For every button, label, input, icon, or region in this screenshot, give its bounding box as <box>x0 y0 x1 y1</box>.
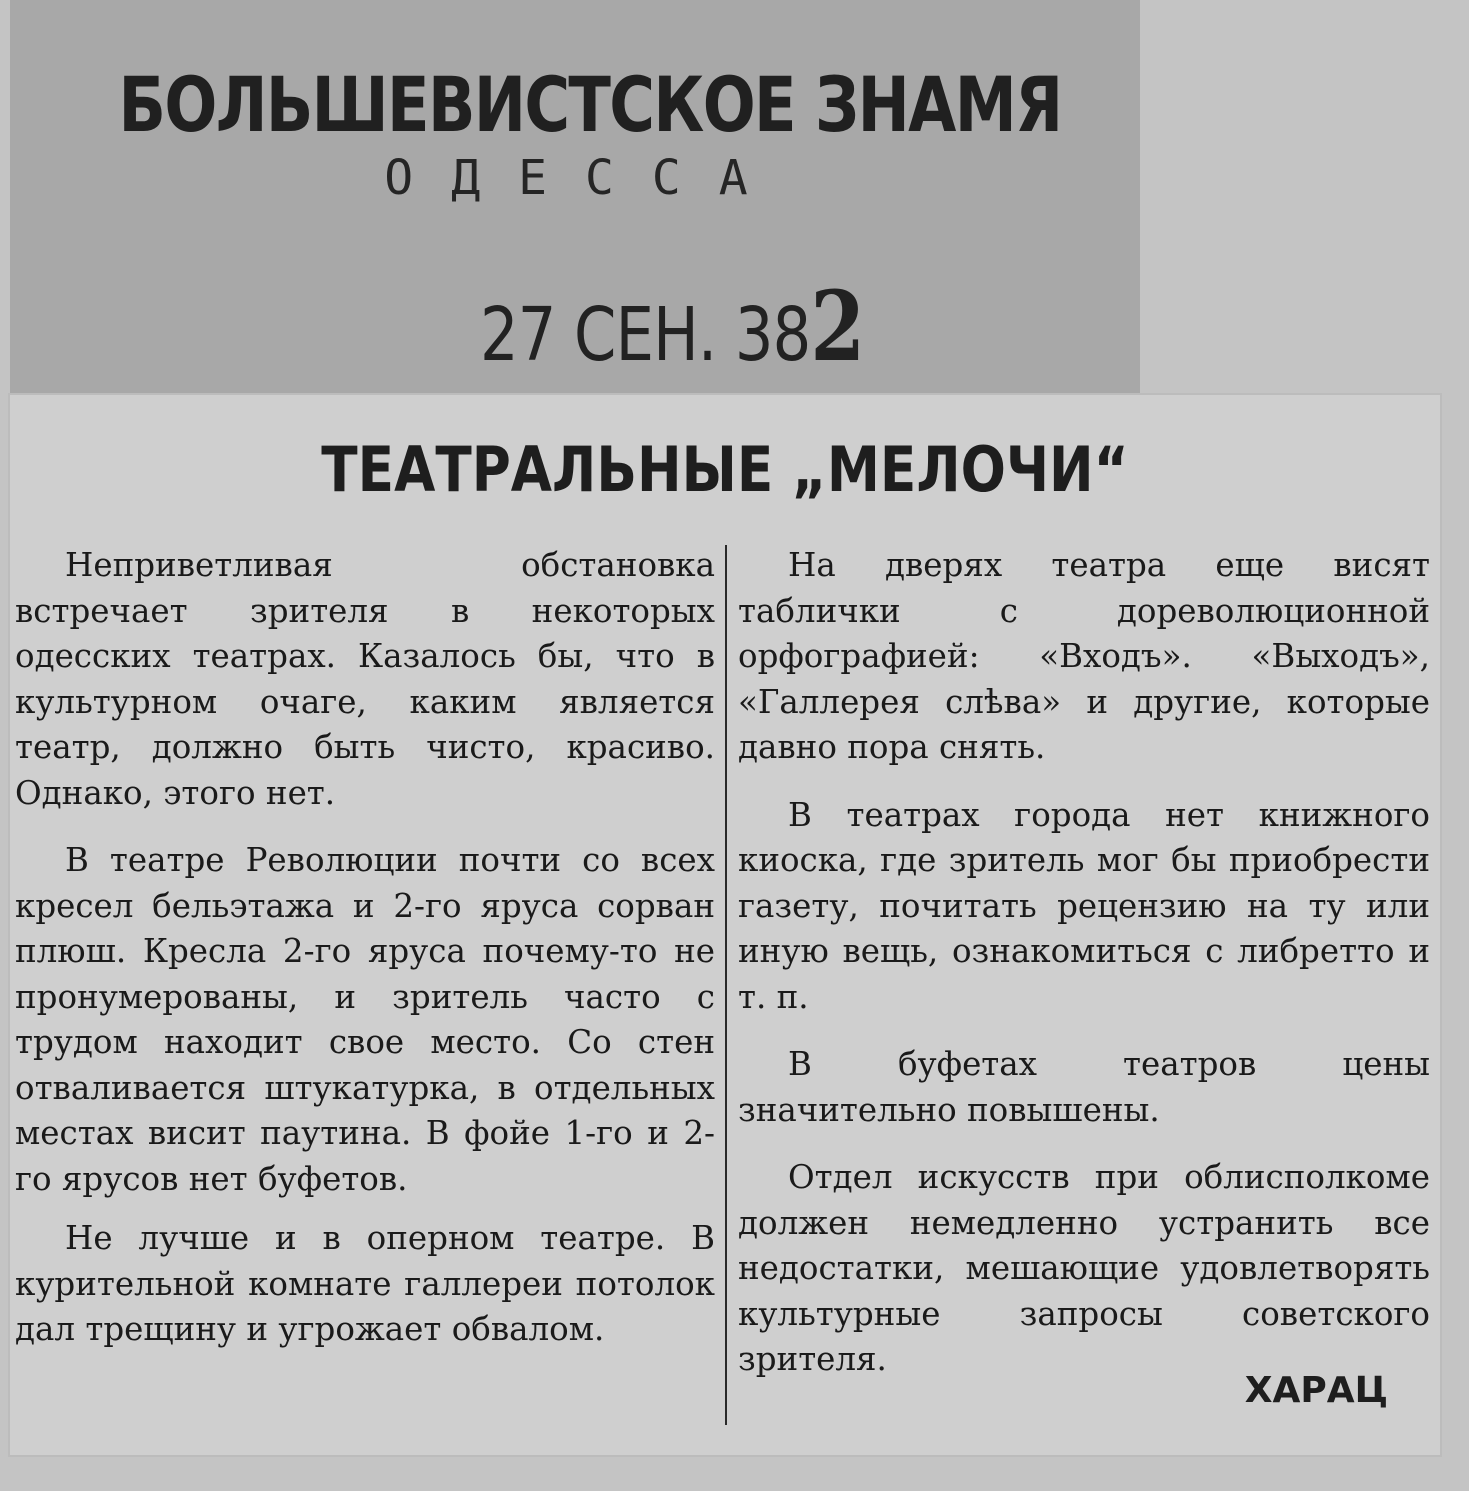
right-column <box>738 543 1430 1383</box>
paragraph: Отдел искусств при облисполкоме должен немедленно устранить все недостатки, мешающие удовлетворять культурные запросы советского зрителя. <box>738 1158 1430 1378</box>
paragraph: Не лучше и в оперном театре. В курительной комнате галлереи потолок дал трещину и угрожает обвалом. <box>15 1219 715 1348</box>
article-clipping <box>8 393 1442 1457</box>
article-headline: ТЕАТРАЛЬНЫЕ „МЕЛОЧИ“ <box>321 433 1129 506</box>
paragraph: Неприветливая обстановка встречает зрителя в некоторых одесских театрах. Казалось бы, что в культурном очаге, каким является театр, должно быть чисто, красиво. Однако, этого нет. <box>15 546 715 812</box>
stamp-date <box>480 270 864 383</box>
newspaper-stamp <box>10 0 1140 405</box>
newspaper-city: ОДЕССА <box>384 150 786 206</box>
paragraph: В театре Революции почти со всех кресел бельэтажа и 2-го яруса сорван плюш. Кресла 2-го яруса почему-то не пронумерованы, и зритель часто с трудом находит свое место. Со стен отваливается штукатурка, в отдельных местах висит паутина. В фойе 1-го и 2-го ярусов нет буфетов. <box>15 841 715 1198</box>
paragraph: В буфетах театров цены значительно повышены. <box>738 1045 1430 1129</box>
left-column <box>15 543 715 1353</box>
article-author: ХАРАЦ <box>1244 1370 1388 1411</box>
newspaper-name: БОЛЬШЕВИСТСКОЕ ЗНАМЯ <box>118 60 1062 149</box>
paragraph: В театрах города нет книжного киоска, где зритель мог бы приобрести газету, почитать рецензию на ту или иную вещь, ознакомиться с либретто и т. п. <box>738 795 1430 1016</box>
stamp-number: 2 <box>810 270 865 383</box>
column-divider <box>725 545 727 1425</box>
stamp-date-text: 27 СЕН. 38 <box>480 292 811 378</box>
paragraph: На дверях театра еще висят таблички с дореволюционной орфографией: «Входъ». «Выходъ», «Галлерея слѣва» и другие, которые давно пора снять. <box>738 546 1430 766</box>
